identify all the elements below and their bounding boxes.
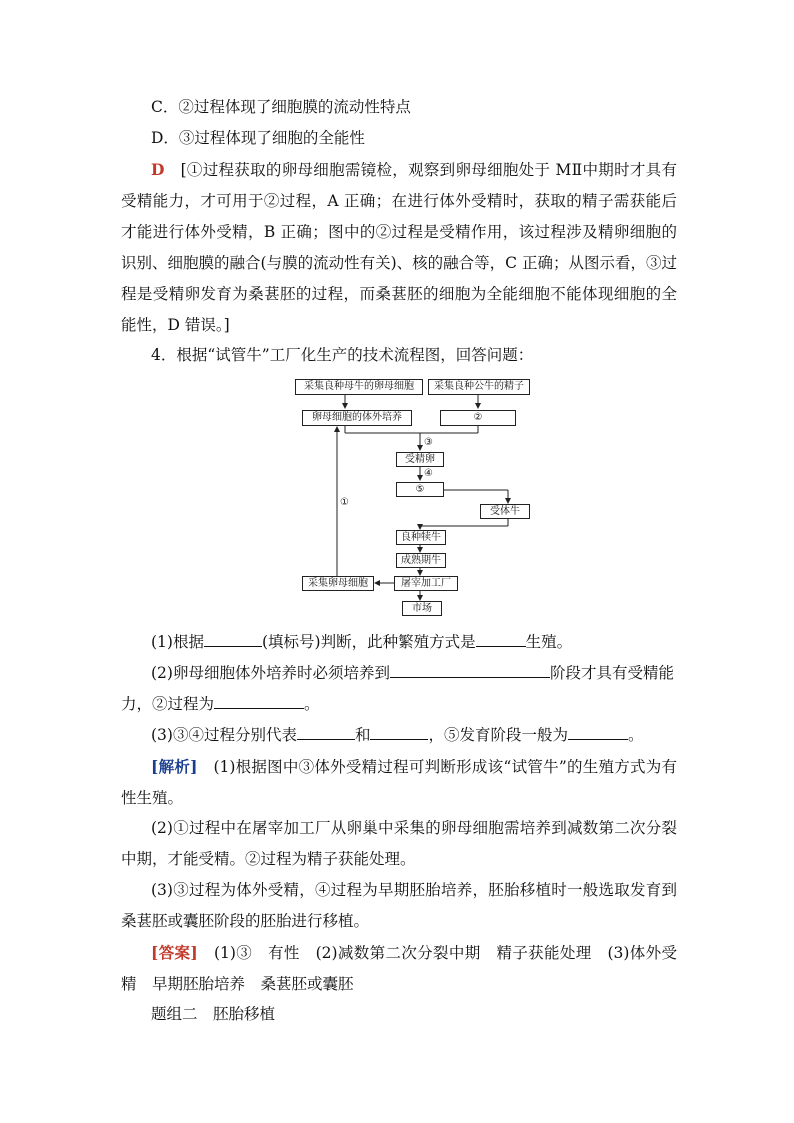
sub2-text-c: 。 <box>304 695 320 713</box>
sub3-text-c: ，⑤发育阶段一般为 <box>428 726 568 744</box>
blank-1a <box>204 630 262 647</box>
sub3-text-b: 和 <box>354 726 371 744</box>
box-calf: 良种犊牛 <box>396 530 446 545</box>
blank-3a <box>297 723 355 740</box>
label-step-3: ③ <box>424 437 433 448</box>
option-c: C．②过程体现了细胞膜的流动性特点 <box>151 98 411 116</box>
question-4-sub-1 <box>121 627 677 658</box>
question-4-sub-2 <box>121 658 677 720</box>
box-slaughterhouse: 屠宰加工厂 <box>394 576 458 591</box>
sub3-text-a: (3)③④过程分别代表 <box>151 726 297 744</box>
answer-explanation-3 <box>121 154 677 341</box>
analysis-part-3: (3)③过程为体外受精，④过程为早期胚胎培养，胚胎移植时一般选取发育到桑葚胚或囊胚阶段的胚胎进行移植。 <box>121 881 677 930</box>
blank-3c <box>568 723 628 740</box>
question-4-sub-3 <box>121 720 677 751</box>
box-market: 市场 <box>402 601 442 616</box>
box-zygote: 受精卵 <box>396 452 444 467</box>
analysis-part-2: (2)①过程中在屠宰加工厂从卵巢中采集的卵母细胞需培养到减数第二次分裂中期，才能受精。②过程为精子获能处理。 <box>121 819 677 868</box>
box-adult-cow: 成熟期牛 <box>396 553 446 568</box>
blank-2b <box>214 692 304 709</box>
sub1-text-a: (1)根据 <box>151 633 204 651</box>
sub1-text-b: (填标号)判断，此种繁殖方式是 <box>261 633 476 651</box>
answer-4-text: (1)③ 有性 (2)减数第二次分裂中期 精子获能处理 (3)体外受精 早期胚胎培养 桑葚胚或囊胚 <box>121 944 677 993</box>
blank-2a <box>390 661 550 678</box>
box-cow-egg: 采集良种母牛的卵母细胞 <box>295 379 423 395</box>
box-recipient-cow: 受体牛 <box>480 504 530 519</box>
sub2-text-a: (2)卵母细胞体外培养时必须培养到 <box>151 664 390 682</box>
section-heading: 题组二 胚胎移植 <box>151 1005 276 1023</box>
sub3-text-d: 。 <box>628 726 644 744</box>
option-d: D．③过程体现了细胞的全能性 <box>151 129 365 147</box>
blank-1b <box>476 630 526 647</box>
sub2-text-b: 阶段才具有受精能力，②过程为 <box>121 664 674 713</box>
box-step-2: ② <box>440 410 516 426</box>
sub1-text-c: 生殖。 <box>525 633 573 651</box>
answer-text: [①过程获取的卵母细胞需镜检，观察到卵母细胞处于 MⅡ中期时才具有受精能力，才可用于②过程，A 正确；在进行体外受精时，获取的精子需获能后才能进行体外受精，B 正确；图中的②过程是受精作用，该过程涉及精卵细胞的识别、细胞膜的融合(与膜的流动性有关)、核的融合等，C 正确；从图示看，③过程是受精卵发育为桑葚胚的过程，而桑葚胚的细胞为全能细胞不能体现细胞的全能性，D 错误。] <box>121 161 677 334</box>
box-bull-sperm: 采集良种公牛的精子 <box>428 379 530 395</box>
analysis-part-1 <box>121 751 677 814</box>
label-step-1: ① <box>340 497 349 508</box>
analysis-text-1: (1)根据图中③体外受精过程可判断形成该“试管牛”的生殖方式为有性生殖。 <box>121 758 677 807</box>
question-4-stem: 4．根据“试管牛”工厂化生产的技术流程图，回答问题： <box>151 346 534 364</box>
answer-tag: D <box>151 160 165 179</box>
answer-4 <box>121 937 677 1000</box>
answer-4-tag: [答案] <box>151 943 198 962</box>
box-egg-culture: 卵母细胞的体外培养 <box>302 410 412 426</box>
analysis-tag: [解析] <box>151 757 198 776</box>
blank-3b <box>370 723 428 740</box>
box-collect-egg: 采集卵母细胞 <box>302 576 374 591</box>
box-step-5: ⑤ <box>396 482 444 497</box>
label-step-4: ④ <box>424 468 433 479</box>
flow-chart <box>290 373 540 623</box>
